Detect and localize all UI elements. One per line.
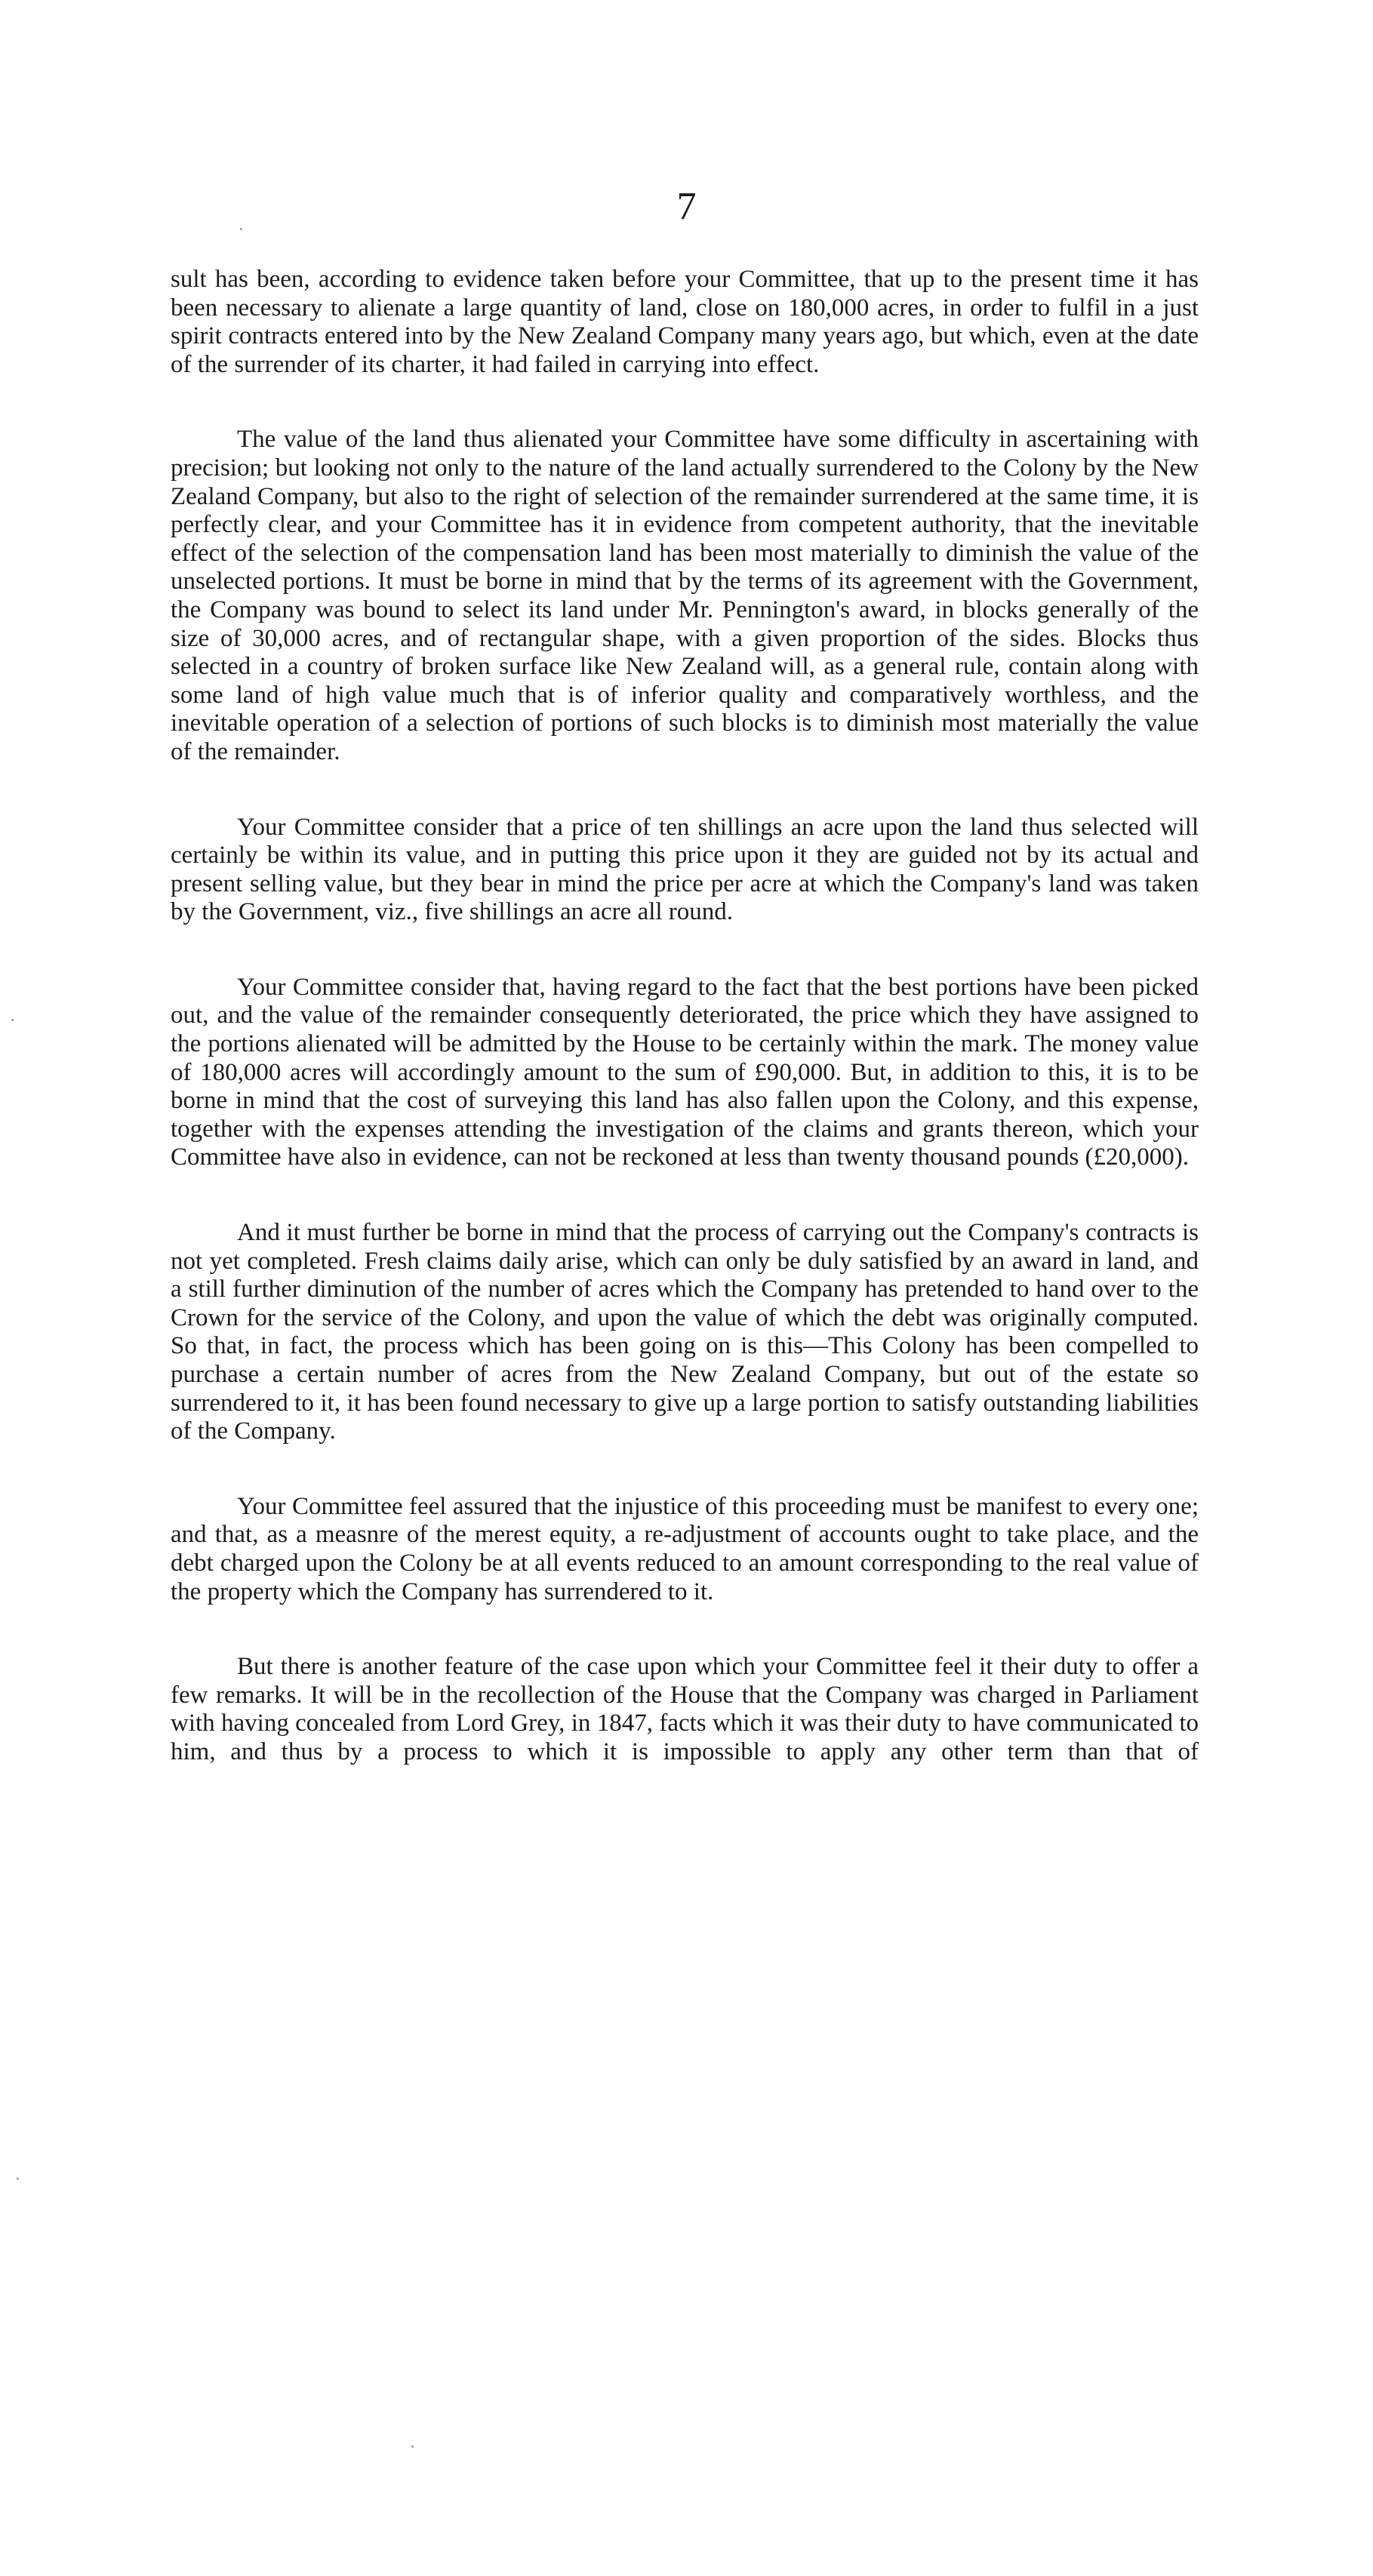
paragraph: Your Committee feel assured that the injustice of this proceeding must be manifest to every one; and that, as a measnre of the merest equity, a re-adjustment of accounts ought to take place, and the debt charged upon the Colony be at all events reduced to an amount corresponding to the real value of the property which the Company has surrendered to it.: [171, 1492, 1199, 1605]
page-number: 7: [676, 185, 697, 228]
paragraph: sult has been, according to evidence taken before your Committee, that up to the present time it has been necessary to alienate a large quantity of land, close on 180,000 acres, in order to fulfil in a just spirit contracts entered into by the New Zealand Company many years ago, but which, even at the date of the surrender of its charter, it had failed in carrying into effect.: [171, 266, 1199, 378]
paragraph: The value of the land thus alienated your Committee have some difficulty in ascertaining with precision; but looking not only to the nature of the land actually surrendered to the Colony by the New Zealand Company, but also to the right of selection of the remainder surrendered at the same time, it is perfectly clear, and your Committee has it in evidence from competent authority, that the inevitable effect of the selection of the compensation land has been most materially to diminish the value of the unselected portions. It must be borne in mind that by the terms of its agreement with the Government, the Company was bound to select its land under Mr. Pennington's award, in blocks generally of the size of 30,000 acres, and of rectangular shape, with a given proportion of the sides. Blocks thus selected in a country of broken surface like New Zealand will, as a general rule, contain along with some land of high value much that is of inferior quality and comparatively worthless, and the inevitable operation of a selection of portions of such blocks is to diminish most materially the value of the remainder.: [171, 426, 1199, 765]
paper-speck: [17, 2177, 19, 2180]
paragraph: But there is another feature of the case upon which your Committee feel it their duty to offer a few remarks. It will be in the recollection of the House that the Company was charged in Parliament with having concealed from Lord Grey, in 1847, facts which it was their duty to have communicated to him, and thus by a process to which it is impossible to apply any other term than that of: [171, 1653, 1199, 1765]
document-body: [171, 266, 1199, 1767]
paragraph: And it must further be borne in mind that the process of carrying out the Company's contracts is not yet completed. Fresh claims daily arise, which can only be duly satisfied by an award in land, and a still further diminution of the number of acres which the Company has pretended to hand over to the Crown for the service of the Colony, and upon the value of which the debt was originally computed. So that, in fact, the process which has been going on is this—This Colony has been compelled to purchase a certain number of acres from the New Zealand Company, but out of the estate so surrendered to it, it has been found necessary to give up a large portion to satisfy outstanding liabilities of the Company.: [171, 1219, 1199, 1445]
paper-speck: [240, 228, 242, 230]
paper-speck: [11, 1019, 14, 1021]
paragraph: Your Committee consider that a price of ten shillings an acre upon the land thus selected will certainly be within its value, and in putting this price upon it they are guided not by its actual and present selling value, but they bear in mind the price per acre at which the Company's land was taken by the Government, viz., five shillings an acre all round.: [171, 813, 1199, 926]
paragraph: Your Committee consider that, having regard to the fact that the best portions have been picked out, and the value of the remainder consequently deteriorated, the price which they have assigned to the portions alienated will be admitted by the House to be certainly within the mark. The money value of 180,000 acres will accordingly amount to the sum of £90,000. But, in addition to this, it is to be borne in mind that the cost of surveying this land has also fallen upon the Colony, and this expense, together with the expenses attending the investigation of the claims and grants thereon, which your Committee have also in evidence, can not be reckoned at less than twenty thousand pounds (£20,000).: [171, 973, 1199, 1171]
paper-speck: [411, 2445, 414, 2448]
